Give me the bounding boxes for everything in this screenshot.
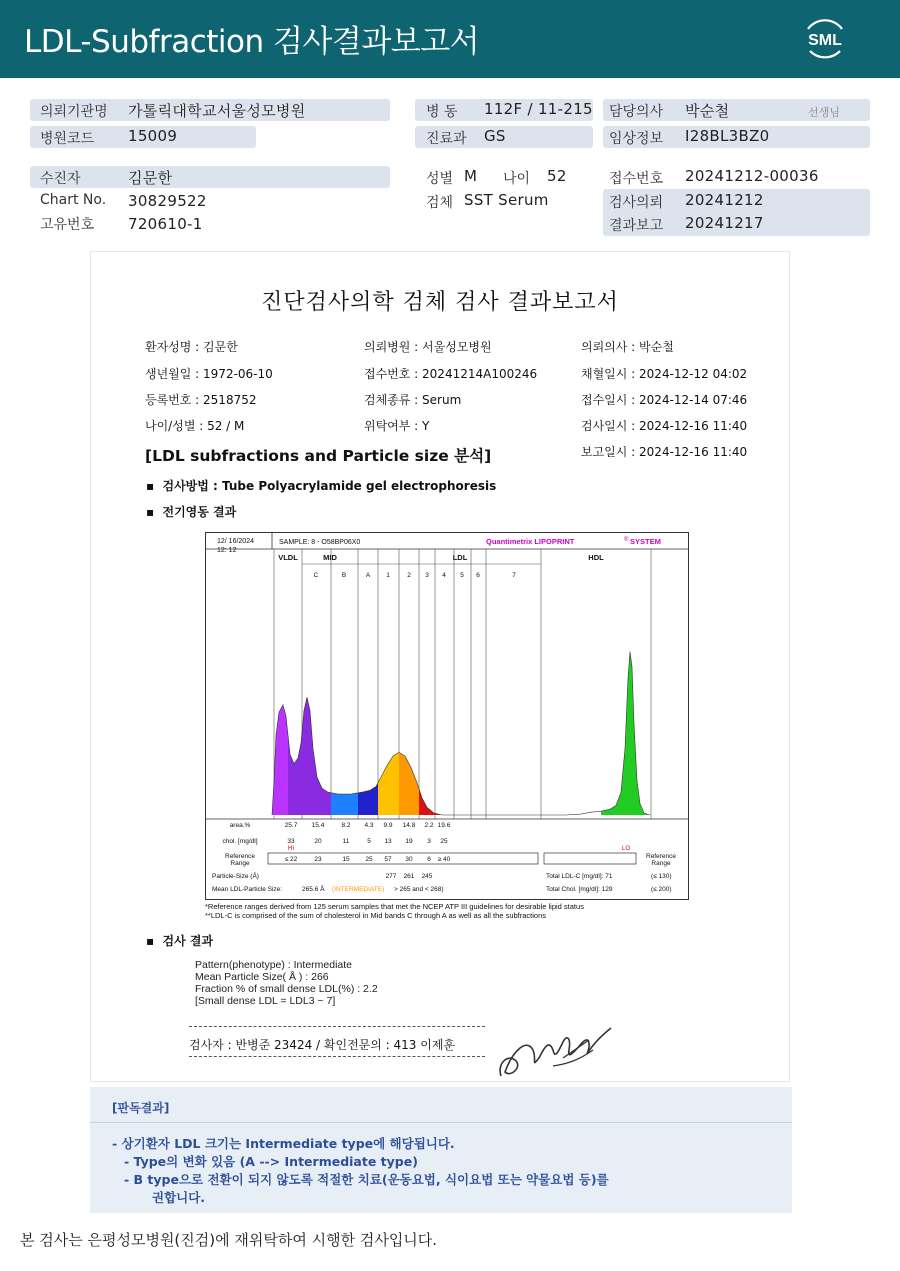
total-ldl-ref: (≤ 130)	[651, 873, 672, 880]
ref-label-1: Reference	[225, 853, 255, 860]
interpretation-heading: [판독결과]	[112, 1101, 170, 1115]
field-receipt: 접수번호 : 20241214A100246	[364, 367, 538, 381]
particle-value-1: 261	[403, 873, 415, 880]
fraction-fill-0	[272, 705, 288, 815]
ref-value-3: 25	[365, 856, 373, 863]
field-received: 접수일시 : 2024-12-14 07:46	[581, 393, 748, 407]
band-label-b: B	[341, 572, 347, 579]
band-label-a: A	[365, 572, 371, 579]
doctor-suffix: 선생님	[808, 106, 840, 119]
chol-value-7: 25	[440, 838, 448, 845]
report-date-value: 20241217	[685, 214, 764, 232]
logo-text: SML	[808, 32, 842, 49]
ref-value-6: 6	[427, 856, 431, 863]
fraction-fill-1	[288, 732, 302, 815]
area-value-1: 15.4	[311, 822, 325, 829]
band-label-1: 1	[386, 572, 390, 579]
request-label: 검사의뢰	[609, 195, 664, 211]
receipt-label: 접수번호	[609, 171, 664, 187]
area-value-6: 2.2	[424, 822, 434, 829]
sml-logo	[800, 13, 850, 63]
receipt-value: 20241212-00036	[685, 167, 819, 185]
code-label: 병원코드	[40, 131, 95, 147]
area-value-4: 9.9	[383, 822, 393, 829]
area-value-7: 19.6	[437, 822, 451, 829]
band-label-3: 3	[425, 572, 429, 579]
ref-value-4: 57	[384, 856, 392, 863]
band-label-2: 2	[407, 572, 411, 579]
chol-value-3: 5	[367, 838, 371, 845]
chol-value-6: 3	[427, 838, 431, 845]
dept-value: GS	[484, 127, 506, 145]
specimen-label: 검체	[426, 195, 454, 211]
signature-scribble	[493, 1020, 619, 1084]
band-label-7: 7	[512, 572, 516, 579]
sex-label: 성별	[426, 171, 454, 187]
field-reported: 보고일시 : 2024-12-16 11:40	[581, 445, 748, 459]
uid-label: 고유번호	[40, 217, 95, 233]
mean-size-range: > 265 and < 268)	[394, 886, 444, 893]
fraction-fill-5	[378, 752, 399, 815]
chart-sample-time: 12: 12	[217, 547, 237, 554]
fraction-fill-4	[358, 783, 378, 815]
doctor-value: 박순철	[685, 102, 730, 120]
hospital-value: 가톨릭대학교서울성모병원	[128, 102, 306, 120]
code-value: 15009	[128, 127, 178, 145]
ref-value-1: 23	[314, 856, 322, 863]
chol-value-1: 20	[314, 838, 322, 845]
group-label-ldl: LDL	[452, 553, 468, 562]
chart-sample-id: SAMPLE: 8 - O58BP06X0	[279, 539, 361, 546]
band-label-5: 5	[460, 572, 464, 579]
field-agesex: 나이/성별 : 52 / M	[145, 419, 245, 433]
group-label-mid: MID	[323, 553, 337, 562]
ref-label-2: Range	[230, 860, 250, 867]
chart-value: 30829522	[128, 192, 207, 210]
result-fraction: Fraction % of small dense LDL(%) : 2.2	[195, 983, 378, 995]
chol-hi-flag: HI	[288, 846, 294, 852]
field-outsource: 위탁여부 : Y	[364, 419, 430, 433]
electro-text: 전기영동 결과	[162, 505, 237, 519]
mean-size-value: 265.6 Å	[302, 886, 325, 893]
ref-box-ldl	[268, 853, 538, 864]
report-title: 진단검사의학 검체 검사 결과보고서	[261, 290, 619, 315]
fraction-fill-3	[331, 793, 358, 815]
chart-system-reg: ®	[624, 537, 629, 543]
chol-value-2: 11	[342, 838, 350, 845]
area-value-2: 8.2	[341, 822, 351, 829]
lab-report	[90, 251, 790, 1082]
chol-value-4: 13	[384, 838, 392, 845]
mean-size-class: (INTERMEDIATE)	[332, 886, 385, 893]
doctor-label: 담당의사	[609, 104, 664, 120]
field-doctor: 의뢰의사 : 박순철	[581, 340, 674, 354]
clinical-label: 임상정보	[609, 131, 664, 147]
hospital-label: 의뢰기관명	[40, 104, 108, 120]
mean-size-label: Mean LDL-Particle Size:	[212, 886, 283, 893]
patient-value: 김문한	[128, 169, 173, 187]
chol-value-5: 19	[405, 838, 413, 845]
request-value: 20241212	[685, 191, 764, 209]
uid-value: 720610-1	[128, 215, 203, 233]
result-note: [Small dense LDL = LDL3 ~ 7]	[195, 995, 336, 1007]
method-text: 검사방법 : Tube Polyacrylamide gel electrophoresis	[162, 479, 497, 493]
ref-box-hdl	[544, 853, 636, 864]
electrophoresis-chart	[205, 532, 689, 900]
area-value-3: 4.3	[364, 822, 374, 829]
age-label: 나이	[503, 171, 531, 187]
bullet-electro: ▪ 전기영동 결과	[146, 505, 237, 519]
band-label-6: 6	[476, 572, 480, 579]
clinical-value: I28BL3BZ0	[685, 127, 770, 145]
specimen-value: SST Serum	[464, 191, 549, 209]
ref-label-right-1: Reference	[646, 853, 676, 860]
particle-label: Particle-Size (Å)	[212, 873, 259, 880]
field-tested: 검사일시 : 2024-12-16 11:40	[581, 419, 748, 433]
fraction-fill-7	[419, 789, 435, 815]
ref-value-7: ≥ 40	[437, 856, 451, 863]
bullet-result: ▪ 검사 결과	[146, 934, 214, 948]
profile-curve	[272, 652, 650, 815]
field-name: 환자성명 : 김문한	[145, 340, 238, 354]
band-label-c: C	[313, 572, 319, 579]
particle-value-0: 277	[385, 873, 397, 880]
chol-value-0: 33	[287, 838, 295, 845]
field-reg: 등록번호 : 2518752	[145, 393, 257, 407]
chol-row-label: chol. [mg/dl]	[222, 838, 258, 845]
ward-value: 112F / 11-215	[484, 100, 593, 118]
total-ldl: Total LDL-C [mg/dl]: 71	[546, 873, 613, 880]
result-pattern: Pattern(phenotype) : Intermediate	[195, 959, 353, 971]
fraction-fill-2	[302, 697, 331, 815]
chart-sample-date: 12/ 16/2024	[217, 538, 254, 545]
result-mean-size: Mean Particle Size( Å ) : 266	[195, 971, 329, 983]
report-date-label: 결과보고	[609, 218, 664, 234]
patient-label: 수진자	[40, 171, 81, 187]
field-specimen: 검체종류 : Serum	[364, 393, 462, 407]
field-hospital: 의뢰병원 : 서울성모병원	[364, 340, 492, 354]
ref-value-0: ≤ 22	[284, 856, 298, 863]
field-collected: 채혈일시 : 2024-12-12 04:02	[581, 367, 748, 381]
particle-value-2: 245	[421, 873, 433, 880]
ref-value-2: 15	[342, 856, 350, 863]
interp-line-1: - 상기환자 LDL 크기는 Intermediate type에 해당됩니다.	[112, 1136, 455, 1151]
age-value: 52	[547, 167, 567, 185]
sex-value: M	[464, 167, 478, 185]
ref-value-5: 30	[405, 856, 413, 863]
chart-system-name: Quantimetrix LIPOPRINT	[486, 537, 575, 546]
chol-lo-flag: LO	[621, 846, 631, 852]
bullet-method: ▪ 검사방법 : Tube Polyacrylamide gel electrophoresis	[146, 479, 497, 493]
section-title: [LDL subfractions and Particle size 분석]	[145, 447, 492, 465]
field-birth: 생년월일 : 1972-06-10	[145, 367, 273, 381]
fraction-fill-6	[399, 752, 419, 815]
ward-label: 병 동	[426, 104, 458, 120]
area-row-label: area.%	[229, 822, 251, 829]
sign-line: 검사자 : 반병준 23424 / 확인전문의 : 413 이제훈	[189, 1038, 456, 1052]
chart-label: Chart No.	[40, 192, 107, 208]
dept-label: 진료과	[426, 131, 467, 147]
footer-note: 본 검사는 은평성모병원(진검)에 재위탁하여 시행한 검사입니다.	[20, 1231, 438, 1249]
patient-row	[30, 166, 390, 188]
total-chol-ref: (≤ 200)	[651, 886, 672, 893]
group-label-vldl: VLDL	[278, 553, 298, 562]
sign-top-rule	[189, 1026, 485, 1027]
total-chol: Total Chol. [mg/dl]: 129	[546, 886, 613, 893]
area-value-5: 14.8	[402, 822, 416, 829]
chart-system-suffix: SYSTEM	[630, 537, 661, 546]
ref-label-right-2: Range	[651, 860, 671, 867]
band-label-4: 4	[442, 572, 446, 579]
group-label-hdl: HDL	[588, 553, 604, 562]
chart-note-1: *Reference ranges derived from 125 serum samples that met the NCEP ATP III guidelines for desirable lipid status	[205, 902, 584, 911]
area-value-0: 25.7	[284, 822, 298, 829]
interp-line-4: 권합니다.	[152, 1190, 206, 1205]
interp-line-2: - Type의 변화 있음 (A --> Intermediate type)	[124, 1154, 418, 1169]
interp-line-3: - B type으로 전환이 되지 않도록 적절한 치료(운동요법, 식이요법 또는 약물요법 등)를	[124, 1172, 609, 1187]
chart-svg	[206, 533, 688, 899]
sign-bottom-rule	[189, 1056, 485, 1057]
result-title: 검사 결과	[162, 934, 214, 948]
chart-note-2: **LDL-C is comprised of the sum of cholesterol in Mid bands C through A as well as all the subfractions	[205, 911, 547, 920]
interpretation-divider	[90, 1122, 792, 1123]
page-title: LDL-Subfraction 검사결과보고서	[24, 24, 480, 60]
